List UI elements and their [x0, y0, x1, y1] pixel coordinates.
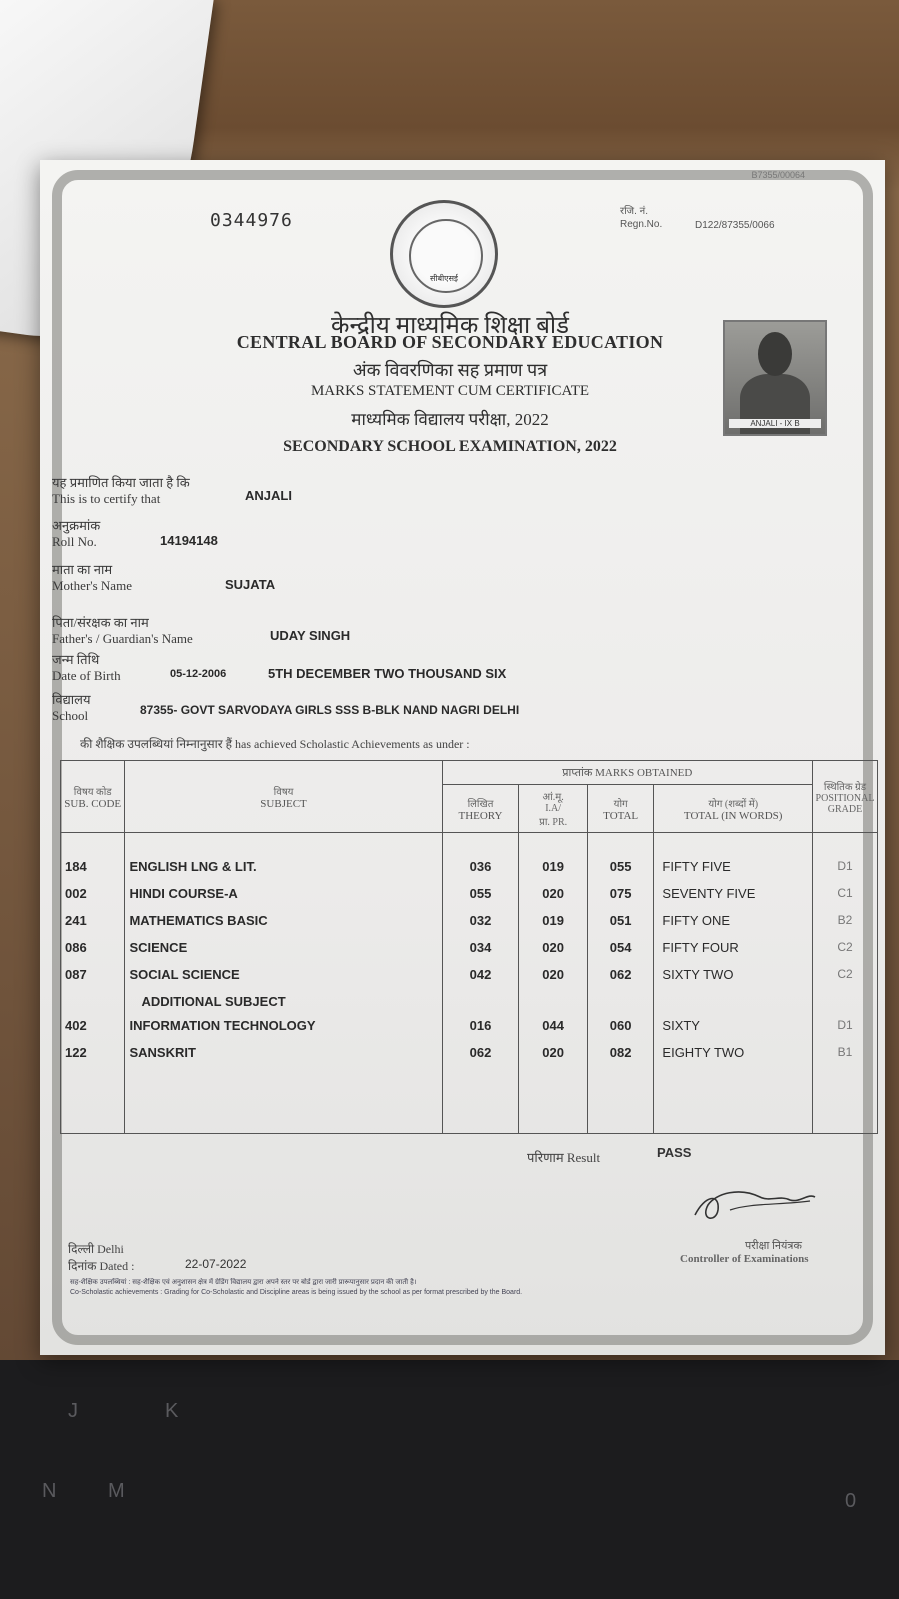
signature-icon — [690, 1175, 820, 1235]
registration-label: रजि. नं. Regn.No. — [620, 206, 663, 230]
col-sub-code — [61, 833, 125, 1134]
mother-name-value: SUJATA — [225, 577, 276, 592]
total-in-words: EIGHTY TWO — [662, 1045, 745, 1060]
positional-grade: C2 — [837, 940, 853, 954]
positional-grade: C1 — [837, 886, 853, 900]
exam-name: SECONDARY SCHOOL EXAMINATION, 2022 — [283, 438, 617, 455]
subject-name: SOCIAL SCIENCE — [129, 967, 240, 982]
dob-label: जन्म तिथि Date of Birth — [52, 652, 121, 683]
serial-number: 0344976 — [210, 210, 293, 231]
sub-code: 002 — [65, 886, 87, 901]
total-marks: 075 — [609, 886, 632, 901]
total-marks: 062 — [609, 967, 632, 982]
document-title: MARKS STATEMENT CUM CERTIFICATE — [310, 383, 590, 399]
positional-grade: D1 — [837, 1018, 853, 1032]
sub-code: 087 — [65, 967, 87, 982]
subject-name: MATHEMATICS BASIC — [129, 913, 268, 928]
theory-marks: 062 — [469, 1045, 492, 1060]
ia-marks: 020 — [542, 886, 564, 901]
theory-marks: 036 — [469, 859, 492, 874]
student-photo — [723, 320, 827, 436]
ia-marks: 020 — [542, 1045, 564, 1060]
school-value: 87355- GOVT SARVODAYA GIRLS SSS B-BLK NAND NAGRI DELHI — [140, 703, 520, 717]
ia-marks: 020 — [542, 967, 564, 982]
positional-grade: D1 — [837, 859, 853, 873]
header-theory: लिखित THEORY — [442, 785, 519, 833]
col-internal-assessment — [519, 833, 588, 1134]
total-marks: 054 — [609, 940, 632, 955]
total-marks: 051 — [609, 913, 632, 928]
subject-name: INFORMATION TECHNOLOGY — [129, 1018, 316, 1033]
col-total-in-words — [654, 833, 813, 1134]
header-total: योग TOTAL — [587, 785, 654, 833]
keyboard-background: J K N M 0 — [0, 1360, 899, 1599]
positional-grade: C2 — [837, 967, 853, 981]
marks-table — [60, 760, 878, 1134]
positional-grade: B2 — [837, 913, 853, 927]
col-total — [587, 833, 654, 1134]
controller-label-hindi: परीक्षा नियंत्रक — [745, 1240, 802, 1252]
marks-table-body — [61, 833, 878, 1134]
header-grade: स्थितिक ग्रेड POSITIONAL GRADE — [812, 761, 877, 833]
col-theory — [442, 833, 519, 1134]
photo-caption: ANJALI - IX B — [729, 419, 821, 428]
theory-marks: 055 — [469, 886, 492, 901]
total-in-words: FIFTY ONE — [662, 913, 731, 928]
subject-name: ENGLISH LNG & LIT. — [129, 859, 257, 874]
student-name: ANJALI — [245, 488, 292, 503]
theory-marks: 016 — [469, 1018, 492, 1033]
achievement-line: की शैक्षिक उपलब्धियां निम्नानुसार हैं has achieved Scholastic Achievements as under : — [80, 737, 470, 751]
result-label: परिणाम Result — [527, 1150, 601, 1165]
additional-subject-heading: ADDITIONAL SUBJECT — [141, 994, 286, 1009]
total-marks: 060 — [609, 1018, 632, 1033]
subject-name: HINDI COURSE-A — [129, 886, 238, 901]
father-name-label: पिता/संरक्षक का नाम Father's / Guardian's Name — [52, 615, 193, 646]
theory-marks: 042 — [469, 967, 492, 982]
board-name-hindi: केन्द्रीय माध्यमिक शिक्षा बोर्ड — [331, 313, 569, 339]
header-marks-obtained: प्राप्तांक MARKS OBTAINED — [442, 761, 812, 785]
controller-label: Controller of Examinations — [680, 1253, 809, 1265]
exam-name-hindi: माध्यमिक विद्यालय परीक्षा, 2022 — [351, 410, 549, 429]
theory-marks: 034 — [469, 940, 492, 955]
header-internal-assessment: आं.मू. I.A/ प्रा. PR. — [519, 785, 588, 833]
total-in-words: SIXTY — [662, 1018, 700, 1033]
dated-label: दिनांक Dated : — [68, 1259, 135, 1273]
mother-name-label: माता का नाम Mother's Name — [52, 562, 132, 593]
result-value: PASS — [657, 1145, 692, 1160]
ia-marks: 019 — [542, 913, 564, 928]
school-label: विद्यालय School — [52, 692, 91, 723]
col-grade — [812, 833, 877, 1134]
cbse-emblem-icon: सीबीएसई — [390, 200, 498, 308]
top-reference: B7355/00064 — [751, 170, 805, 180]
sub-code: 241 — [65, 913, 87, 928]
header-sub-code: विषय कोड SUB. CODE — [61, 761, 125, 833]
co-scholastic-footnote: सह-शैक्षिक उपलब्धियां : सह-शैक्षिक एवं अनुशासन क्षेत्र में ग्रेडिंग विद्यालय द्वारा अपने स्तर पर बोर्ड द्वारा जारी प्रारूपानुसार प्रदान की जाती है। Co-Scholastic achievements : Grading for Co-Scholastic and Discipline areas is being issued by the school as per format prescribed by the Board. — [70, 1279, 523, 1296]
total-in-words: SIXTY TWO — [662, 967, 734, 982]
sub-code: 402 — [65, 1018, 87, 1033]
subject-name: SCIENCE — [129, 940, 188, 955]
certify-label: यह प्रमाणित किया जाता है कि This is to certify that — [52, 475, 190, 506]
registration-number: D122/87355/0066 — [695, 220, 775, 231]
col-subject — [125, 833, 442, 1134]
document-title-hindi: अंक विवरणिका सह प्रमाण पत्र — [352, 360, 548, 380]
issue-date: 22-07-2022 — [185, 1257, 247, 1271]
ia-marks: 020 — [542, 940, 564, 955]
sub-code: 086 — [65, 940, 87, 955]
total-in-words: SEVENTY FIVE — [662, 886, 756, 901]
subject-name: SANSKRIT — [129, 1045, 196, 1060]
father-name-value: UDAY SINGH — [270, 628, 351, 643]
ia-marks: 019 — [542, 859, 564, 874]
total-marks: 055 — [609, 859, 632, 874]
sub-code: 122 — [65, 1045, 87, 1060]
dob-value: 05-12-2006 — [170, 668, 227, 680]
marks-certificate — [40, 160, 885, 1355]
sub-code: 184 — [65, 859, 87, 874]
ia-marks: 044 — [542, 1018, 564, 1033]
total-in-words: FIFTY FIVE — [662, 859, 731, 874]
roll-no-value: 14194148 — [160, 533, 218, 548]
place-label: दिल्ली Delhi — [68, 1242, 124, 1256]
board-name: CENTRAL BOARD OF SECONDARY EDUCATION — [236, 332, 664, 352]
total-in-words: FIFTY FOUR — [662, 940, 739, 955]
header-subject: विषय SUBJECT — [125, 761, 442, 833]
dob-in-words: 5TH DECEMBER TWO THOUSAND SIX — [268, 666, 507, 681]
total-marks: 082 — [609, 1045, 632, 1060]
theory-marks: 032 — [469, 913, 492, 928]
positional-grade: B1 — [837, 1045, 853, 1059]
roll-no-label: अनुक्रमांक Roll No. — [52, 518, 101, 549]
header-total-in-words: योग (शब्दों में) TOTAL (IN WORDS) — [654, 785, 813, 833]
